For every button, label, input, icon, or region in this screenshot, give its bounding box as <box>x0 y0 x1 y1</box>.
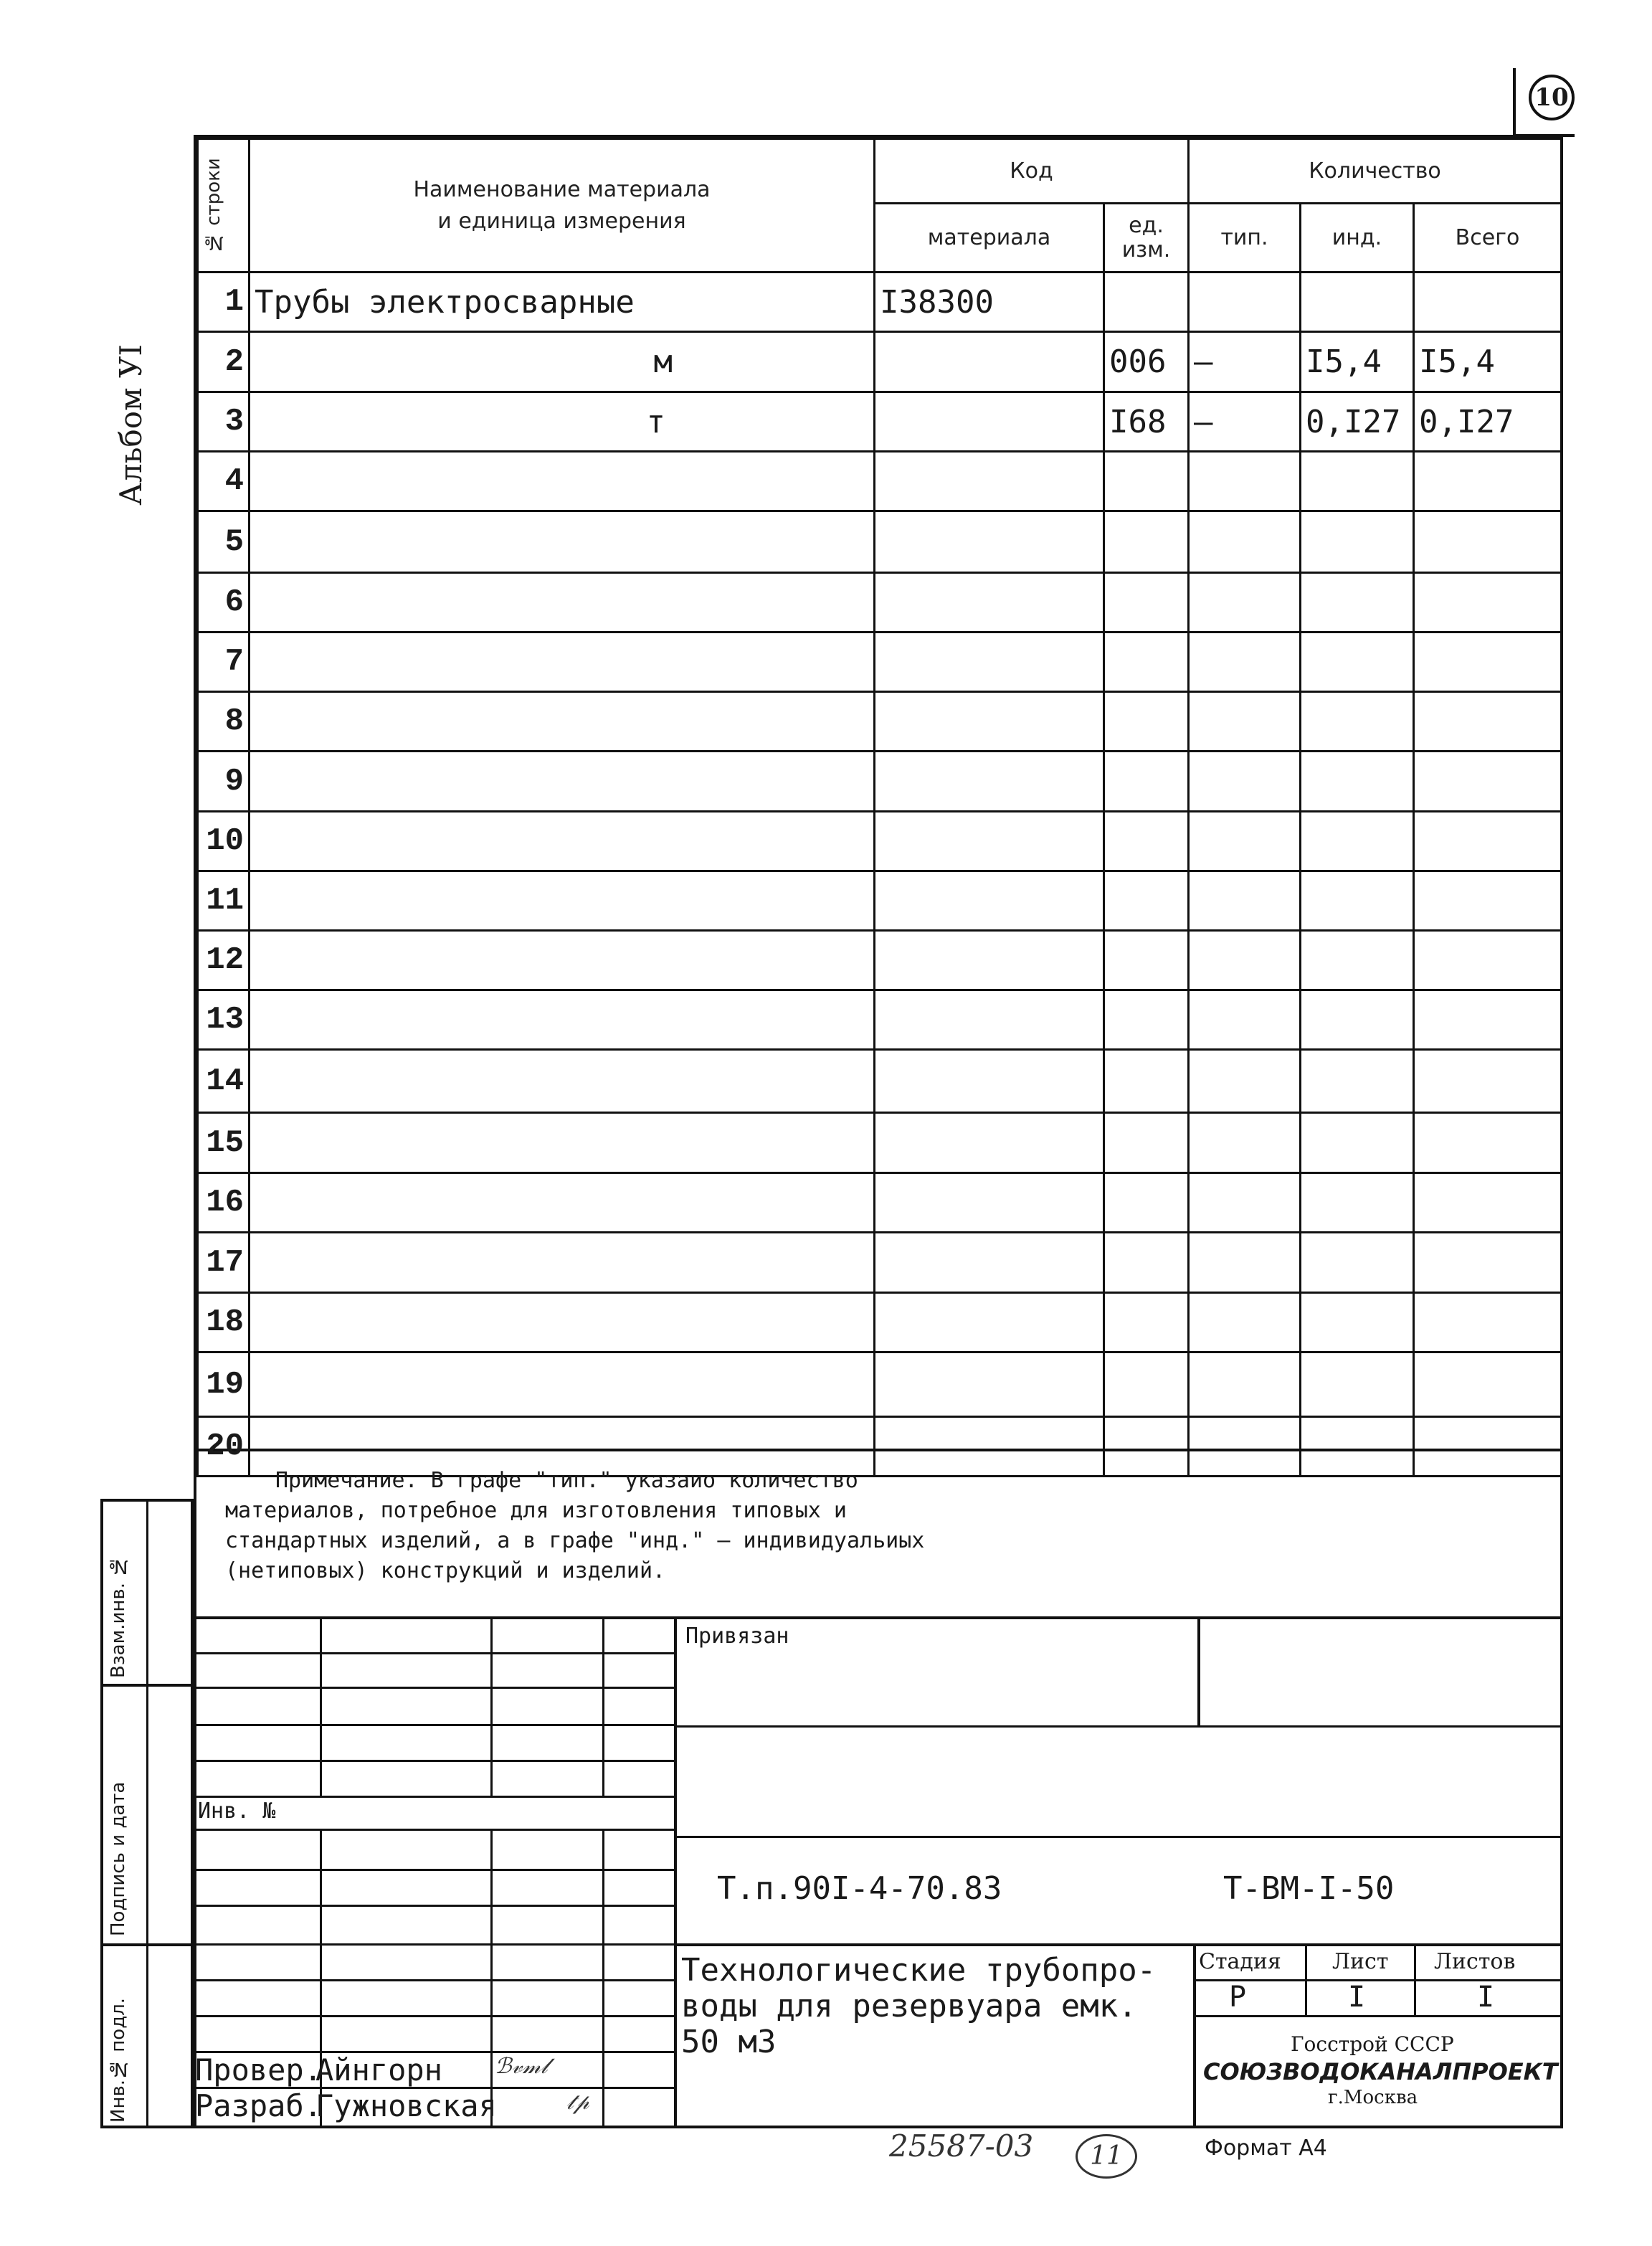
quantity-typ <box>1189 573 1301 632</box>
row-number: 16 <box>198 1173 250 1233</box>
material-code <box>875 1233 1104 1293</box>
table-row <box>198 1173 1562 1233</box>
material-code <box>875 392 1104 452</box>
quantity-ind <box>1301 752 1414 812</box>
quantity-ind <box>1301 692 1414 752</box>
note-line-1: Примечание. В графе "тип." указаио количество <box>275 1468 858 1493</box>
material-code <box>875 573 1104 632</box>
quantity-typ <box>1189 752 1301 812</box>
material-code <box>875 692 1104 752</box>
material-code <box>875 1293 1104 1352</box>
sheets-label: Листов <box>1434 1949 1516 1974</box>
material-name <box>250 1113 875 1173</box>
table-row <box>198 871 1562 931</box>
row-number: 13 <box>198 990 250 1050</box>
note-line-2: материалов, потребное для изготовления типовых и <box>225 1498 847 1523</box>
table-row <box>198 752 1562 812</box>
row-number: 15 <box>198 1113 250 1173</box>
quantity-total <box>1414 812 1562 871</box>
quantity-ind <box>1301 990 1414 1050</box>
material-name <box>250 573 875 632</box>
privyazan-label: Привязан <box>685 1624 789 1649</box>
sheet-label: Лист <box>1332 1949 1389 1974</box>
unit-code <box>1104 511 1189 573</box>
row-number-header: № строки <box>198 139 250 273</box>
material-code <box>875 1050 1104 1113</box>
quantity-typ <box>1189 1352 1301 1417</box>
quantity-typ: – <box>1189 332 1301 392</box>
quantity-total <box>1414 1293 1562 1352</box>
unit-code: I68 <box>1104 392 1189 452</box>
developer-signature: 𝓉𝓅 <box>566 2090 589 2115</box>
table-row <box>198 392 1562 452</box>
unit-code <box>1104 452 1189 511</box>
material-code <box>875 931 1104 990</box>
quantity-header: Количество <box>1189 139 1562 204</box>
org-line-1: Госстрой СССР <box>1291 2032 1454 2056</box>
unit-code: 006 <box>1104 332 1189 392</box>
row-number: 1 <box>198 273 250 332</box>
row-number: 2 <box>198 332 250 392</box>
quantity-total <box>1414 1050 1562 1113</box>
table-row <box>198 1113 1562 1173</box>
material-name: Трубы электросварные <box>250 273 875 332</box>
quantity-typ <box>1189 931 1301 990</box>
album-label: Альбом УI <box>113 344 148 506</box>
developer-name: Гужновская <box>315 2088 497 2123</box>
unit-code <box>1104 632 1189 692</box>
material-name <box>250 931 875 990</box>
unit-code <box>1104 990 1189 1050</box>
note-block <box>194 1451 1563 1619</box>
unit-header: ед. изм. <box>1104 204 1189 273</box>
unit-code <box>1104 1113 1189 1173</box>
table-row <box>198 452 1562 511</box>
material-name: т <box>250 392 875 452</box>
quantity-total <box>1414 990 1562 1050</box>
sheet-value: I <box>1348 1981 1366 2014</box>
quantity-ind <box>1301 273 1414 332</box>
material-name <box>250 1293 875 1352</box>
table-row <box>198 511 1562 573</box>
row-number: 14 <box>198 1050 250 1113</box>
quantity-ind <box>1301 573 1414 632</box>
quantity-total <box>1414 1233 1562 1293</box>
quantity-ind: I5,4 <box>1301 332 1414 392</box>
material-code <box>875 990 1104 1050</box>
checked-name: Айнгорн <box>315 2052 443 2088</box>
format-label: Формат А4 <box>1205 2136 1327 2161</box>
row-number: 12 <box>198 931 250 990</box>
sheets-value: I <box>1477 1981 1495 2014</box>
unit-code <box>1104 931 1189 990</box>
stage-label: Стадия <box>1199 1949 1281 1974</box>
quantity-total <box>1414 273 1562 332</box>
inv-no-label: Инв. № <box>198 1799 276 1824</box>
quantity-total <box>1414 752 1562 812</box>
circle-number: 11 <box>1076 2134 1137 2179</box>
table-row <box>198 812 1562 871</box>
row-number: 6 <box>198 573 250 632</box>
doc-code: Т.п.90I-4-70.83 <box>717 1870 1002 1907</box>
quantity-typ <box>1189 812 1301 871</box>
table-row <box>198 931 1562 990</box>
material-code <box>875 1113 1104 1173</box>
material-name <box>250 1050 875 1113</box>
material-name <box>250 812 875 871</box>
name-header-line2: и единица измерения <box>437 208 686 234</box>
quantity-typ <box>1189 990 1301 1050</box>
quantity-ind <box>1301 1113 1414 1173</box>
material-code <box>875 511 1104 573</box>
material-code: I38300 <box>875 273 1104 332</box>
checked-signature: ℬ𝓋𝓂𝓁 <box>495 2054 548 2079</box>
material-name <box>250 692 875 752</box>
table-row <box>198 573 1562 632</box>
title-line-3: 50 м3 <box>681 2024 777 2060</box>
quantity-total <box>1414 573 1562 632</box>
quantity-total <box>1414 511 1562 573</box>
title-line-2: воды для резервуара емк. <box>681 1988 1137 2024</box>
quantity-typ <box>1189 632 1301 692</box>
row-number: 20 <box>198 1417 250 1477</box>
ind-header: инд. <box>1301 204 1414 273</box>
material-name: м <box>250 332 875 392</box>
quantity-total: I5,4 <box>1414 332 1562 392</box>
note-line-4: (нетиповых) конструкций и изделий. <box>225 1558 666 1583</box>
table-row <box>198 273 1562 332</box>
quantity-ind <box>1301 1293 1414 1352</box>
side-label-inv-podl: Инв.№ подл. <box>108 1997 129 2123</box>
material-code <box>875 812 1104 871</box>
side-label-vzam: Взам.инв. № <box>108 1555 129 1678</box>
row-number: 19 <box>198 1352 250 1417</box>
quantity-typ <box>1189 1173 1301 1233</box>
developer-role: Разраб. <box>195 2088 323 2123</box>
quantity-typ <box>1189 692 1301 752</box>
quantity-typ <box>1189 1113 1301 1173</box>
quantity-typ <box>1189 452 1301 511</box>
note-line-3: стандартных изделий, а в графе "инд." – индивидуальиых <box>225 1528 925 1553</box>
row-number: 5 <box>198 511 250 573</box>
table-row <box>198 1352 1562 1417</box>
quantity-ind <box>1301 871 1414 931</box>
side-label-podpis: Подпись и дата <box>108 1781 129 1936</box>
quantity-ind <box>1301 511 1414 573</box>
unit-code <box>1104 1173 1189 1233</box>
row-number: 4 <box>198 452 250 511</box>
row-number: 10 <box>198 812 250 871</box>
material-name <box>250 632 875 692</box>
materials-table <box>194 135 1563 1464</box>
code-header: Код <box>875 139 1189 204</box>
row-number: 18 <box>198 1293 250 1352</box>
table-row <box>198 990 1562 1050</box>
quantity-ind <box>1301 931 1414 990</box>
material-name <box>250 752 875 812</box>
material-code <box>875 332 1104 392</box>
name-header <box>250 139 875 273</box>
material-code-header: материала <box>875 204 1104 273</box>
row-number: 8 <box>198 692 250 752</box>
material-code <box>875 1173 1104 1233</box>
unit-code <box>1104 573 1189 632</box>
quantity-typ <box>1189 1050 1301 1113</box>
quantity-ind <box>1301 1050 1414 1113</box>
material-name <box>250 452 875 511</box>
row-number: 7 <box>198 632 250 692</box>
quantity-ind <box>1301 632 1414 692</box>
material-code <box>875 871 1104 931</box>
unit-code <box>1104 273 1189 332</box>
checked-role: Провер. <box>195 2052 323 2088</box>
material-code <box>875 632 1104 692</box>
handwritten-number: 25587-03 <box>889 2128 1034 2164</box>
row-number: 9 <box>198 752 250 812</box>
table-row <box>198 332 1562 392</box>
quantity-total <box>1414 1352 1562 1417</box>
quantity-ind <box>1301 452 1414 511</box>
quantity-total: 0,I27 <box>1414 392 1562 452</box>
quantity-total <box>1414 1113 1562 1173</box>
material-name <box>250 990 875 1050</box>
quantity-ind <box>1301 1173 1414 1233</box>
material-name <box>250 1352 875 1417</box>
unit-code <box>1104 1352 1189 1417</box>
unit-code <box>1104 812 1189 871</box>
material-code <box>875 452 1104 511</box>
table-row <box>198 692 1562 752</box>
quantity-typ <box>1189 273 1301 332</box>
total-header: Всего <box>1414 204 1562 273</box>
material-code <box>875 1352 1104 1417</box>
unit-code <box>1104 752 1189 812</box>
quantity-total <box>1414 452 1562 511</box>
material-name <box>250 511 875 573</box>
page-number: 10 <box>1529 75 1575 120</box>
quantity-typ <box>1189 511 1301 573</box>
table-row <box>198 1293 1562 1352</box>
material-code <box>875 752 1104 812</box>
table-row <box>198 1050 1562 1113</box>
quantity-total <box>1414 632 1562 692</box>
material-name <box>250 1173 875 1233</box>
table-row <box>198 632 1562 692</box>
quantity-ind: 0,I27 <box>1301 392 1414 452</box>
quantity-total <box>1414 871 1562 931</box>
org-line-2: СОЮЗВОДОКАНАЛПРОЕКТ <box>1203 2058 1558 2085</box>
row-number: 3 <box>198 392 250 452</box>
quantity-total <box>1414 931 1562 990</box>
org-line-3: г.Москва <box>1328 2087 1418 2108</box>
quantity-ind <box>1301 1233 1414 1293</box>
quantity-ind <box>1301 812 1414 871</box>
typ-header: тип. <box>1189 204 1301 273</box>
quantity-typ <box>1189 871 1301 931</box>
unit-code <box>1104 1293 1189 1352</box>
quantity-typ <box>1189 1293 1301 1352</box>
quantity-total <box>1414 692 1562 752</box>
name-header-line1: Наименование материала <box>413 176 711 202</box>
quantity-typ: – <box>1189 392 1301 452</box>
unit-code <box>1104 871 1189 931</box>
quantity-ind <box>1301 1352 1414 1417</box>
row-number: 11 <box>198 871 250 931</box>
row-number: 17 <box>198 1233 250 1293</box>
quantity-typ <box>1189 1233 1301 1293</box>
unit-code <box>1104 692 1189 752</box>
sheet-code: Т-ВМ-I-50 <box>1223 1870 1395 1907</box>
unit-code <box>1104 1233 1189 1293</box>
table-row <box>198 1233 1562 1293</box>
material-name <box>250 871 875 931</box>
quantity-total <box>1414 1173 1562 1233</box>
title-line-1: Технологические трубопро- <box>681 1952 1157 1989</box>
stage-value: Р <box>1229 1981 1247 2014</box>
material-name <box>250 1233 875 1293</box>
unit-code <box>1104 1050 1189 1113</box>
